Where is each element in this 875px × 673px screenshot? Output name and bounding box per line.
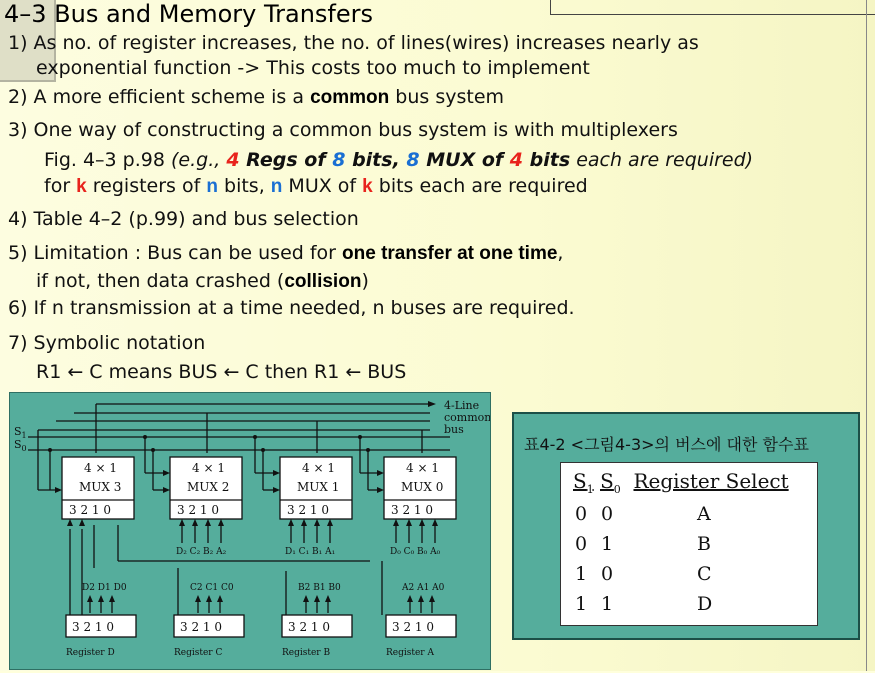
fig-eg-mux: MUX of — [419, 149, 510, 171]
item-5 — [8, 242, 563, 265]
header-s1-sub: 1 — [586, 483, 594, 496]
reg-d-name: Register D — [66, 648, 115, 658]
reg-a-name: Register A — [386, 648, 434, 658]
item-5-keyword: one transfer at one time — [342, 243, 558, 264]
fig-num-regs: 4 — [226, 149, 240, 171]
fig-eg-regs: Regs of — [239, 149, 333, 171]
mux-0-inputs: 3 2 1 0 — [391, 503, 433, 517]
general-n2: n — [270, 176, 283, 197]
header-s0 — [600, 469, 621, 496]
fig-num-bits: 8 — [332, 149, 346, 171]
function-table-title: 표4-2 <그림4-3>의 버스에 대한 함수표 — [524, 435, 809, 454]
fig-num-muxbits: 4 — [509, 149, 524, 171]
general-k2: k — [362, 176, 373, 197]
s0-label-text: S — [14, 438, 22, 451]
general-k: k — [76, 176, 87, 197]
item-4: 4) Table 4–2 (p.99) and bus selection — [8, 208, 359, 230]
mux-3-size: 4 × 1 — [84, 461, 117, 475]
item-1a: 1) As no. of register increases, the no. of lines(wires) increases nearly as — [8, 32, 699, 54]
mux-0-lines: D₀ C₀ B₀ A₀ — [390, 547, 441, 557]
item-1b: exponential function -> This costs too much to implement — [36, 57, 590, 79]
header-s0-sub: 0 — [613, 483, 621, 496]
item-5b-keyword: collision — [284, 271, 362, 292]
mux-0-name: MUX 0 — [401, 480, 444, 494]
table-header — [573, 469, 789, 496]
row-1-s0: 0 — [601, 503, 614, 525]
row-2-s0: 1 — [601, 533, 614, 555]
bus-diagram — [9, 392, 491, 670]
mux-1-lines: D₁ C₁ B₁ A₁ — [285, 547, 336, 557]
general-mid3: MUX of — [282, 175, 363, 197]
item-3: 3) One way of constructing a common bus system is with multiplexers — [8, 119, 678, 141]
mux-2-lines: D₂ C₂ B₂ A₂ — [176, 547, 227, 557]
fig-eg-bits2: bits — [523, 149, 571, 171]
row-1-reg: A — [697, 503, 711, 525]
item-5-post: , — [557, 242, 564, 264]
row-4-s0: 1 — [601, 593, 614, 615]
bus-label-line1: 4-Line — [444, 399, 480, 412]
function-table — [512, 412, 860, 640]
item-2-pre: 2) A more efficient scheme is a — [8, 86, 311, 108]
row-2-reg: B — [697, 533, 711, 555]
general-mid1: registers of — [86, 175, 207, 197]
item-7: 7) Symbolic notation — [8, 332, 206, 354]
function-table-body — [560, 462, 818, 626]
mux-3-name: MUX 3 — [79, 480, 122, 494]
item-5-pre: 5) Limitation : Bus can be used for — [8, 242, 343, 264]
item-5b — [36, 270, 369, 293]
item-6: 6) If n transmission at a time needed, n buses are required. — [8, 297, 575, 319]
reg-b-bits: B2 B1 B0 — [298, 583, 341, 593]
item-3-general — [44, 175, 588, 198]
mux-2-name: MUX 2 — [187, 480, 230, 494]
mux-3-inputs: 3 2 1 0 — [69, 503, 111, 517]
row-4-s1: 1 — [575, 593, 588, 615]
row-3-reg: C — [697, 563, 712, 585]
item-3-fig — [44, 149, 753, 171]
mux-2-size: 4 × 1 — [192, 461, 225, 475]
header-s0-text: S — [600, 469, 614, 493]
row-3-s0: 0 — [601, 563, 614, 585]
mux-0-size: 4 × 1 — [406, 461, 439, 475]
s1-label-text: S — [14, 425, 22, 438]
item-5b-pre: if not, then data crashed ( — [36, 270, 285, 292]
s0-label-sub: 0 — [21, 444, 27, 453]
fig-ref: Fig. 4–3 p.98 — [44, 149, 171, 171]
row-4-reg: D — [697, 593, 713, 615]
general-pre: for — [44, 175, 77, 197]
item-2-post: bus system — [389, 86, 505, 108]
general-post: bits each are required — [372, 175, 588, 197]
row-2-s1: 0 — [575, 533, 588, 555]
mux-1-size: 4 × 1 — [302, 461, 335, 475]
reg-d-bits: D2 D1 D0 — [82, 583, 127, 593]
bus-diagram-svg — [10, 393, 490, 669]
header-s1 — [573, 469, 594, 496]
reg-c-cells: 3 2 1 0 — [180, 620, 222, 634]
general-n: n — [206, 176, 218, 197]
title-rule — [550, 0, 875, 15]
mux-1-name: MUX 1 — [297, 480, 340, 494]
row-3-s1: 1 — [575, 563, 588, 585]
header-s1-text: S — [573, 469, 587, 493]
mux-1-inputs: 3 2 1 0 — [287, 503, 329, 517]
fig-eg-close: each are required) — [570, 149, 754, 171]
row-1-s1: 0 — [575, 503, 588, 525]
reg-c-bits: C2 C1 C0 — [190, 583, 234, 593]
item-7b: R1 ← C means BUS ← C then R1 ← BUS — [36, 361, 407, 383]
general-mid2: bits, — [217, 175, 271, 197]
header-register-select: Register Select — [633, 469, 789, 493]
item-5b-post: ) — [361, 270, 369, 292]
mux-2-inputs: 3 2 1 0 — [177, 503, 219, 517]
slide-right-edge — [866, 0, 867, 671]
s1-label-sub: 1 — [21, 431, 27, 440]
s0-label — [14, 438, 27, 453]
slide-title: 4–3 Bus and Memory Transfers — [4, 0, 373, 28]
item-2 — [8, 86, 504, 109]
fig-eg-bits: bits, — [345, 149, 407, 171]
reg-b-name: Register B — [282, 648, 331, 658]
reg-d-cells: 3 2 1 0 — [72, 620, 114, 634]
item-2-keyword: common — [310, 87, 390, 108]
bus-label-line3: bus — [444, 423, 464, 436]
reg-a-cells: 3 2 1 0 — [392, 620, 434, 634]
reg-a-bits: A2 A1 A0 — [402, 583, 445, 593]
fig-eg-open: (e.g., — [171, 149, 227, 171]
bus-label-line2: common — [444, 411, 490, 424]
reg-c-name: Register C — [174, 648, 223, 658]
fig-num-mux: 8 — [406, 149, 420, 171]
reg-b-cells: 3 2 1 0 — [288, 620, 330, 634]
